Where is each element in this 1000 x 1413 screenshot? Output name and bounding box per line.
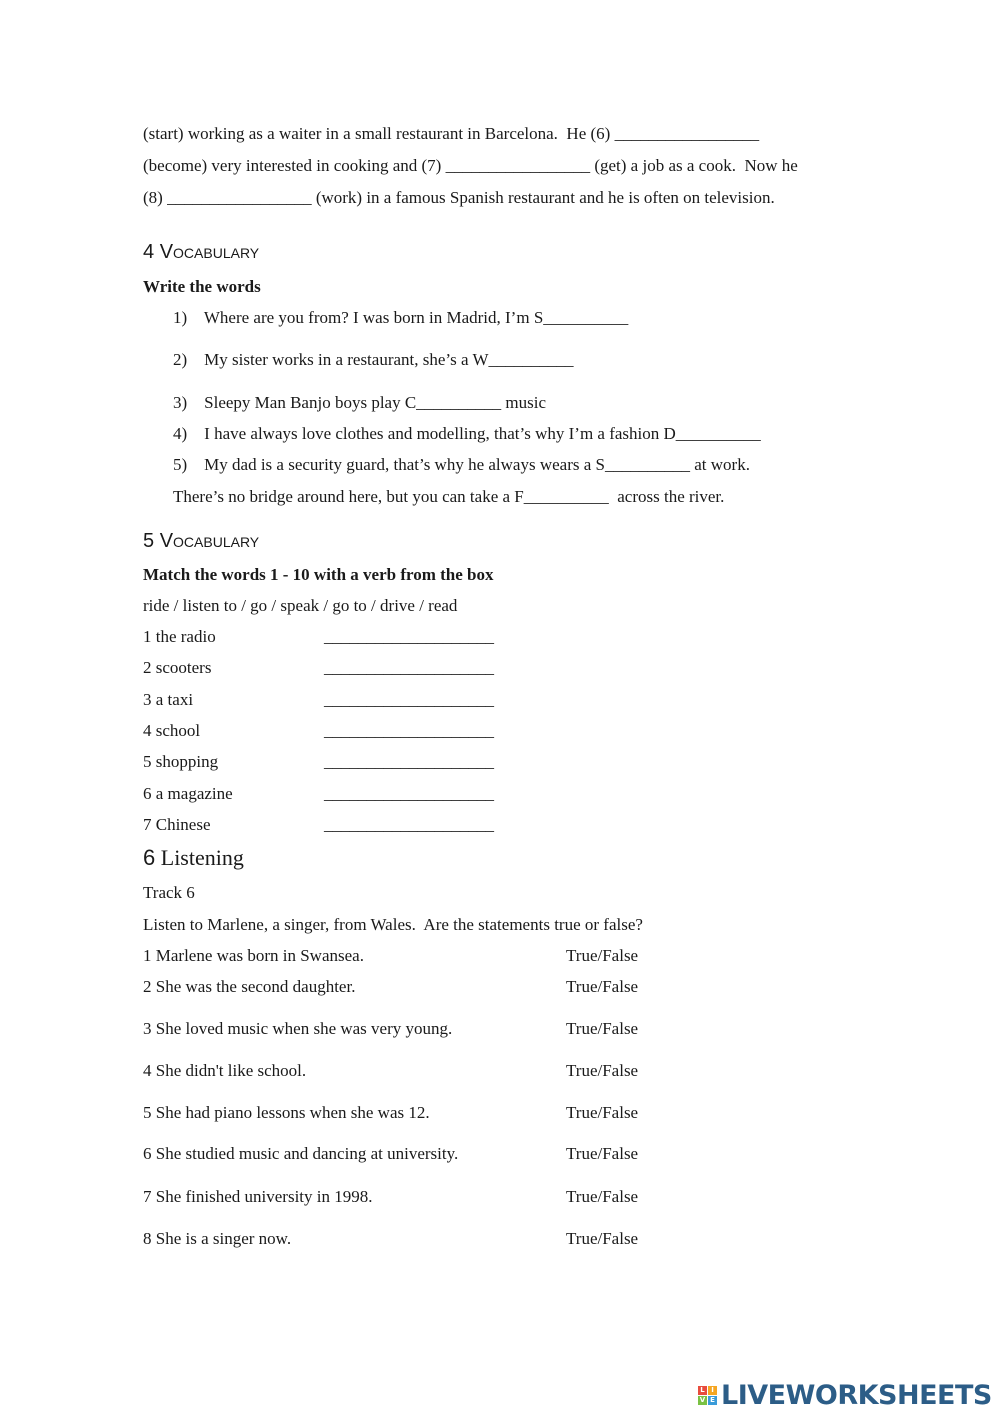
intro-line-3: (8) _________________ (work) in a famous Spanish restaurant and he is often on television. (143, 188, 775, 207)
section-4-item-3: 3) Sleepy Man Banjo boys play C__________ music (173, 393, 547, 412)
section-6-number: 6 (143, 845, 156, 870)
statement-3: 3 She loved music when she was very young. (143, 1019, 453, 1038)
match-blank-5[interactable]: ____________________ (324, 752, 494, 771)
logo-text: LIVEWORKSHEETS (721, 1379, 992, 1411)
section-5-number: 5 (143, 530, 160, 552)
section-4-instruction: Write the words (143, 277, 261, 296)
match-blank-4[interactable]: ____________________ (324, 721, 494, 740)
liveworksheets-logo (698, 1378, 992, 1412)
section-6-title: Listening (155, 845, 244, 870)
section-4-item-6: There’s no bridge around here, but you can take a F__________ across the river. (173, 487, 725, 506)
section-4-item-2: 2) My sister works in a restaurant, she’s a W__________ (173, 350, 574, 369)
logo-grid-cell: L (698, 1386, 707, 1395)
match-blank-7[interactable]: ____________________ (324, 815, 494, 834)
statement-4: 4 She didn't like school. (143, 1061, 307, 1080)
match-item-5: 5 shopping (143, 752, 219, 771)
match-item-1: 1 the radio (143, 627, 216, 646)
true-false-6[interactable]: True/False (566, 1144, 639, 1163)
section-4-number: 4 (143, 241, 160, 263)
statement-7: 7 She finished university in 1998. (143, 1187, 373, 1206)
match-blank-1[interactable]: ____________________ (324, 627, 494, 646)
match-blank-2[interactable]: ____________________ (324, 658, 494, 677)
logo-grid-cell: I (708, 1386, 717, 1395)
section-6-instruction: Listen to Marlene, a singer, from Wales. Are the statements true or false? (143, 915, 643, 934)
true-false-5[interactable]: True/False (566, 1103, 639, 1122)
section-4-item-4: 4) I have always love clothes and modelling, that’s why I’m a fashion D__________ (173, 424, 761, 443)
match-item-4: 4 school (143, 721, 201, 740)
logo-grid-icon (698, 1386, 717, 1405)
section-5-title: Vocabulary (159, 530, 260, 552)
section-5-heading (143, 529, 259, 553)
logo-grid-cell: E (708, 1396, 717, 1405)
true-false-2[interactable]: True/False (566, 977, 639, 996)
match-item-2: 2 scooters (143, 658, 212, 677)
section-4-title: Vocabulary (159, 241, 260, 263)
intro-line-2: (become) very interested in cooking and (7) _________________ (get) a job as a cook. Now he (143, 156, 798, 175)
track-label: Track 6 (143, 883, 195, 902)
true-false-4[interactable]: True/False (566, 1061, 639, 1080)
true-false-8[interactable]: True/False (566, 1229, 639, 1248)
intro-line-1: (start) working as a waiter in a small restaurant in Barcelona. He (6) _________________ (143, 124, 760, 143)
verb-box: ride / listen to / go / speak / go to / drive / read (143, 596, 458, 615)
section-4-item-5: 5) My dad is a security guard, that’s why he always wears a S__________ at work. (173, 455, 750, 474)
true-false-1[interactable]: True/False (566, 946, 639, 965)
match-item-3: 3 a taxi (143, 690, 194, 709)
section-4-item-1: 1) Where are you from? I was born in Madrid, I’m S__________ (173, 308, 629, 327)
section-4-heading (143, 240, 259, 264)
statement-1: 1 Marlene was born in Swansea. (143, 946, 364, 965)
match-blank-3[interactable]: ____________________ (324, 690, 494, 709)
true-false-3[interactable]: True/False (566, 1019, 639, 1038)
true-false-7[interactable]: True/False (566, 1187, 639, 1206)
statement-6: 6 She studied music and dancing at university. (143, 1144, 459, 1163)
statement-2: 2 She was the second daughter. (143, 977, 356, 996)
logo-grid-cell: V (699, 1395, 706, 1404)
statement-8: 8 She is a singer now. (143, 1229, 292, 1248)
match-item-7: 7 Chinese (143, 815, 211, 834)
match-blank-6[interactable]: ____________________ (324, 784, 494, 803)
statement-5: 5 She had piano lessons when she was 12. (143, 1103, 430, 1122)
match-item-6: 6 a magazine (143, 784, 233, 803)
section-5-instruction: Match the words 1 - 10 with a verb from the box (143, 565, 494, 584)
section-6-heading (143, 846, 244, 870)
